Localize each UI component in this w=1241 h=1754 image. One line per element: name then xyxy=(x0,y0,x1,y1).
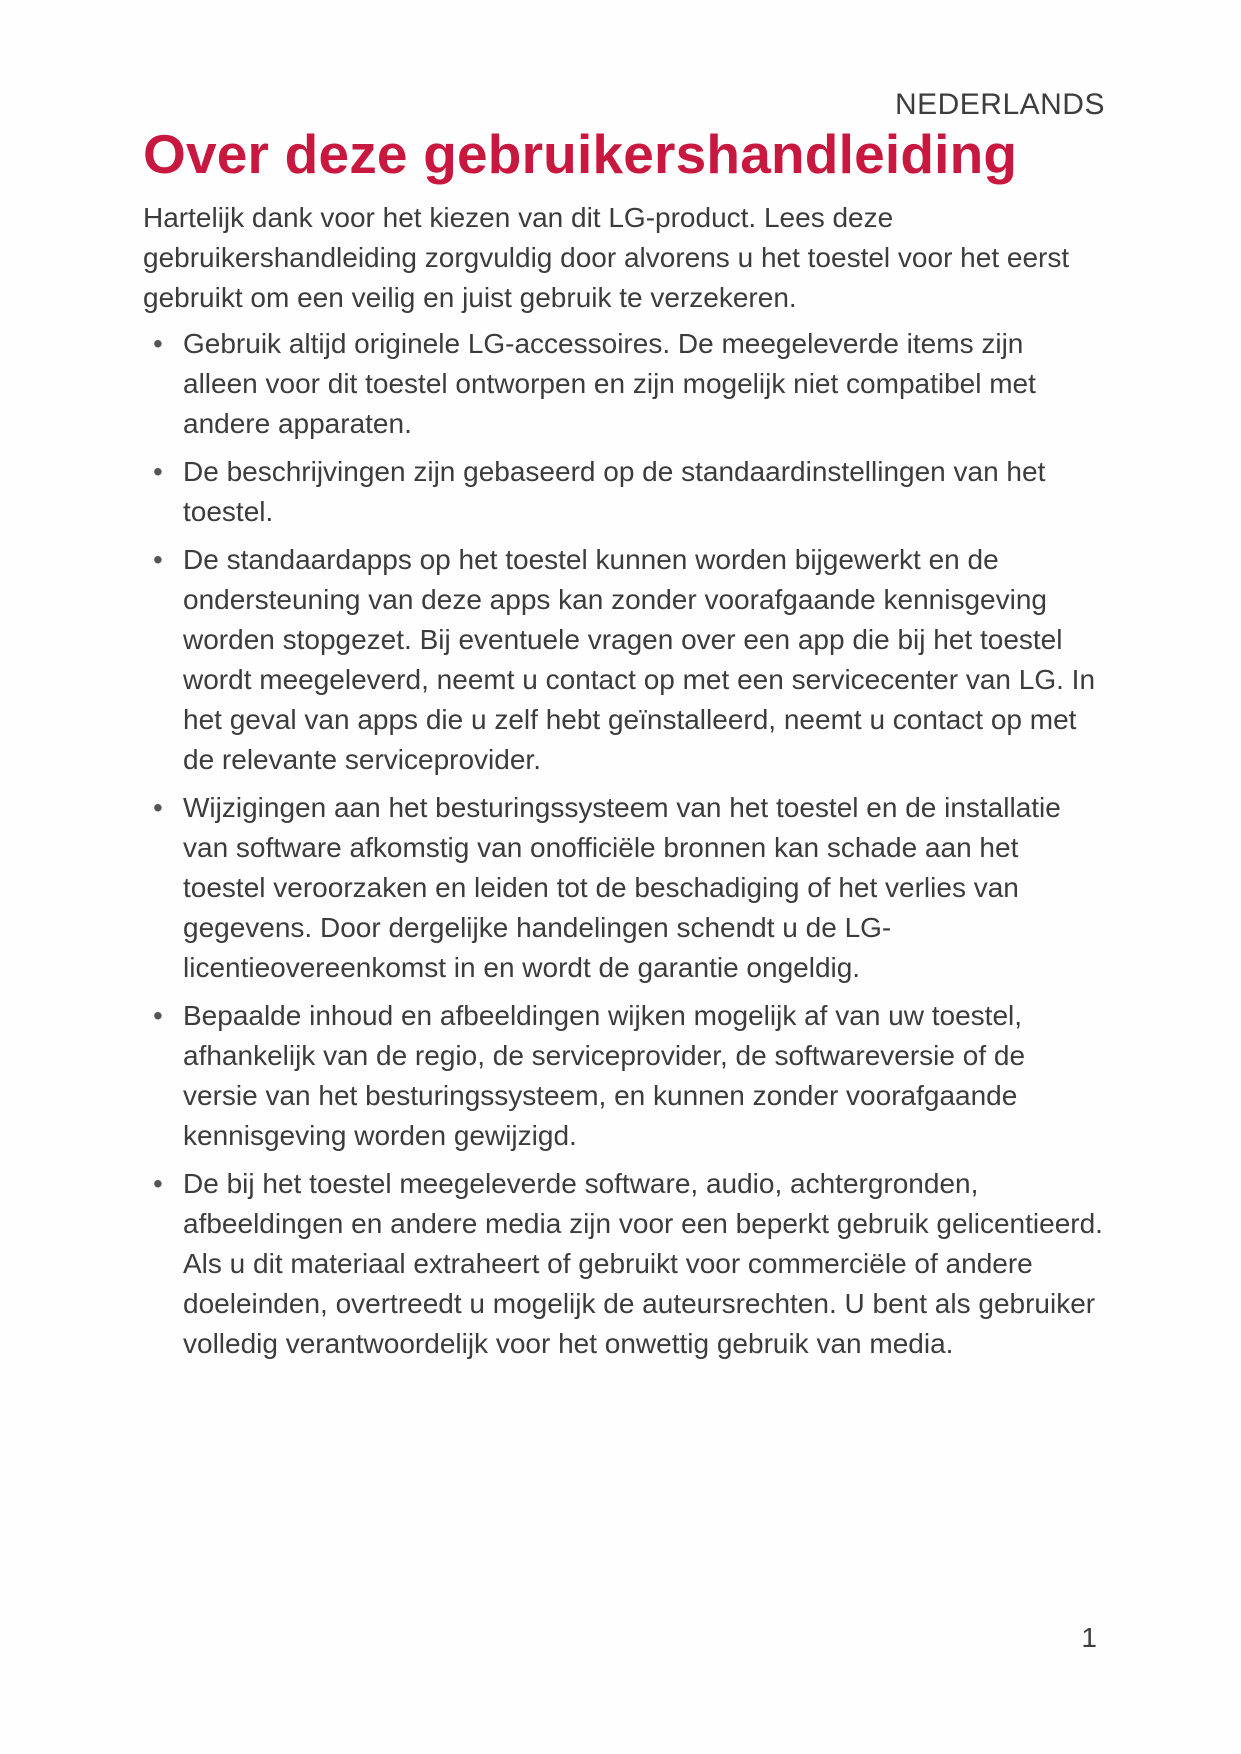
list-item xyxy=(143,540,1103,780)
list-item-text: De beschrijvingen zijn gebaseerd op de standaardinstellingen van het toestel. xyxy=(183,456,1046,527)
list-item-text: Wijzigingen aan het besturingssysteem van het toestel en de installatie van software afkomstig van onofficiële bronnen kan schade aan het toestel veroorzaken en leiden tot de beschadiging of het verlies van gegevens. Door dergelijke handelingen schendt u de LG-licentieovereenkomst in en wordt de garantie ongeldig. xyxy=(183,792,1061,983)
bullet-icon: • xyxy=(153,1168,163,1199)
intro-paragraph: Hartelijk dank voor het kiezen van dit LG-product. Lees deze gebruikershandleiding zorgvuldig door alvorens u het toestel voor het eerst gebruikt om een veilig en juist gebruik te verzekeren. xyxy=(143,202,1070,313)
list-item xyxy=(143,996,1103,1156)
bullet-icon: • xyxy=(153,544,163,575)
bullet-icon: • xyxy=(153,792,163,823)
bullet-icon: • xyxy=(153,456,163,487)
page-title: Over deze gebruikershandleiding xyxy=(143,123,1018,185)
list-item xyxy=(143,452,1103,532)
list-item-text: De standaardapps op het toestel kunnen worden bijgewerkt en de ondersteuning van deze apps kan zonder voorafgaande kennisgeving worden stopgezet. Bij eventuele vragen over een app die bij het toestel wordt meegeleverd, neemt u contact op met een servicecenter van LG. In het geval van apps die u zelf hebt geïnstalleerd, neemt u contact op met de relevante serviceprovider. xyxy=(183,544,1096,775)
page-number: 1 xyxy=(1081,1622,1097,1653)
bullet-icon: • xyxy=(153,1000,163,1031)
bullet-list xyxy=(143,324,1103,1372)
language-label: NEDERLANDS xyxy=(894,88,1105,121)
bullet-icon: • xyxy=(153,328,163,359)
list-item xyxy=(143,324,1103,444)
list-item-text: Bepaalde inhoud en afbeeldingen wijken mogelijk af van uw toestel, afhankelijk van de regio, de serviceprovider, de softwareversie of de versie van het besturingssysteem, en kunnen zonder voorafgaande kennisgeving worden gewijzigd. xyxy=(183,1000,1026,1151)
list-item xyxy=(143,1164,1103,1364)
list-item xyxy=(143,788,1103,988)
list-item-text: Gebruik altijd originele LG-accessoires. De meegeleverde items zijn alleen voor dit toestel ontworpen en zijn mogelijk niet compatibel met andere apparaten. xyxy=(183,328,1036,439)
list-item-text: De bij het toestel meegeleverde software, audio, achtergronden, afbeeldingen en andere media zijn voor een beperkt gebruik gelicentieerd. Als u dit materiaal extraheert of gebruikt voor commerciële of andere doeleinden, overtreedt u mogelijk de auteursrechten. U bent als gebruiker volledig verantwoordelijk voor het onwettig gebruik van media. xyxy=(183,1168,1103,1359)
